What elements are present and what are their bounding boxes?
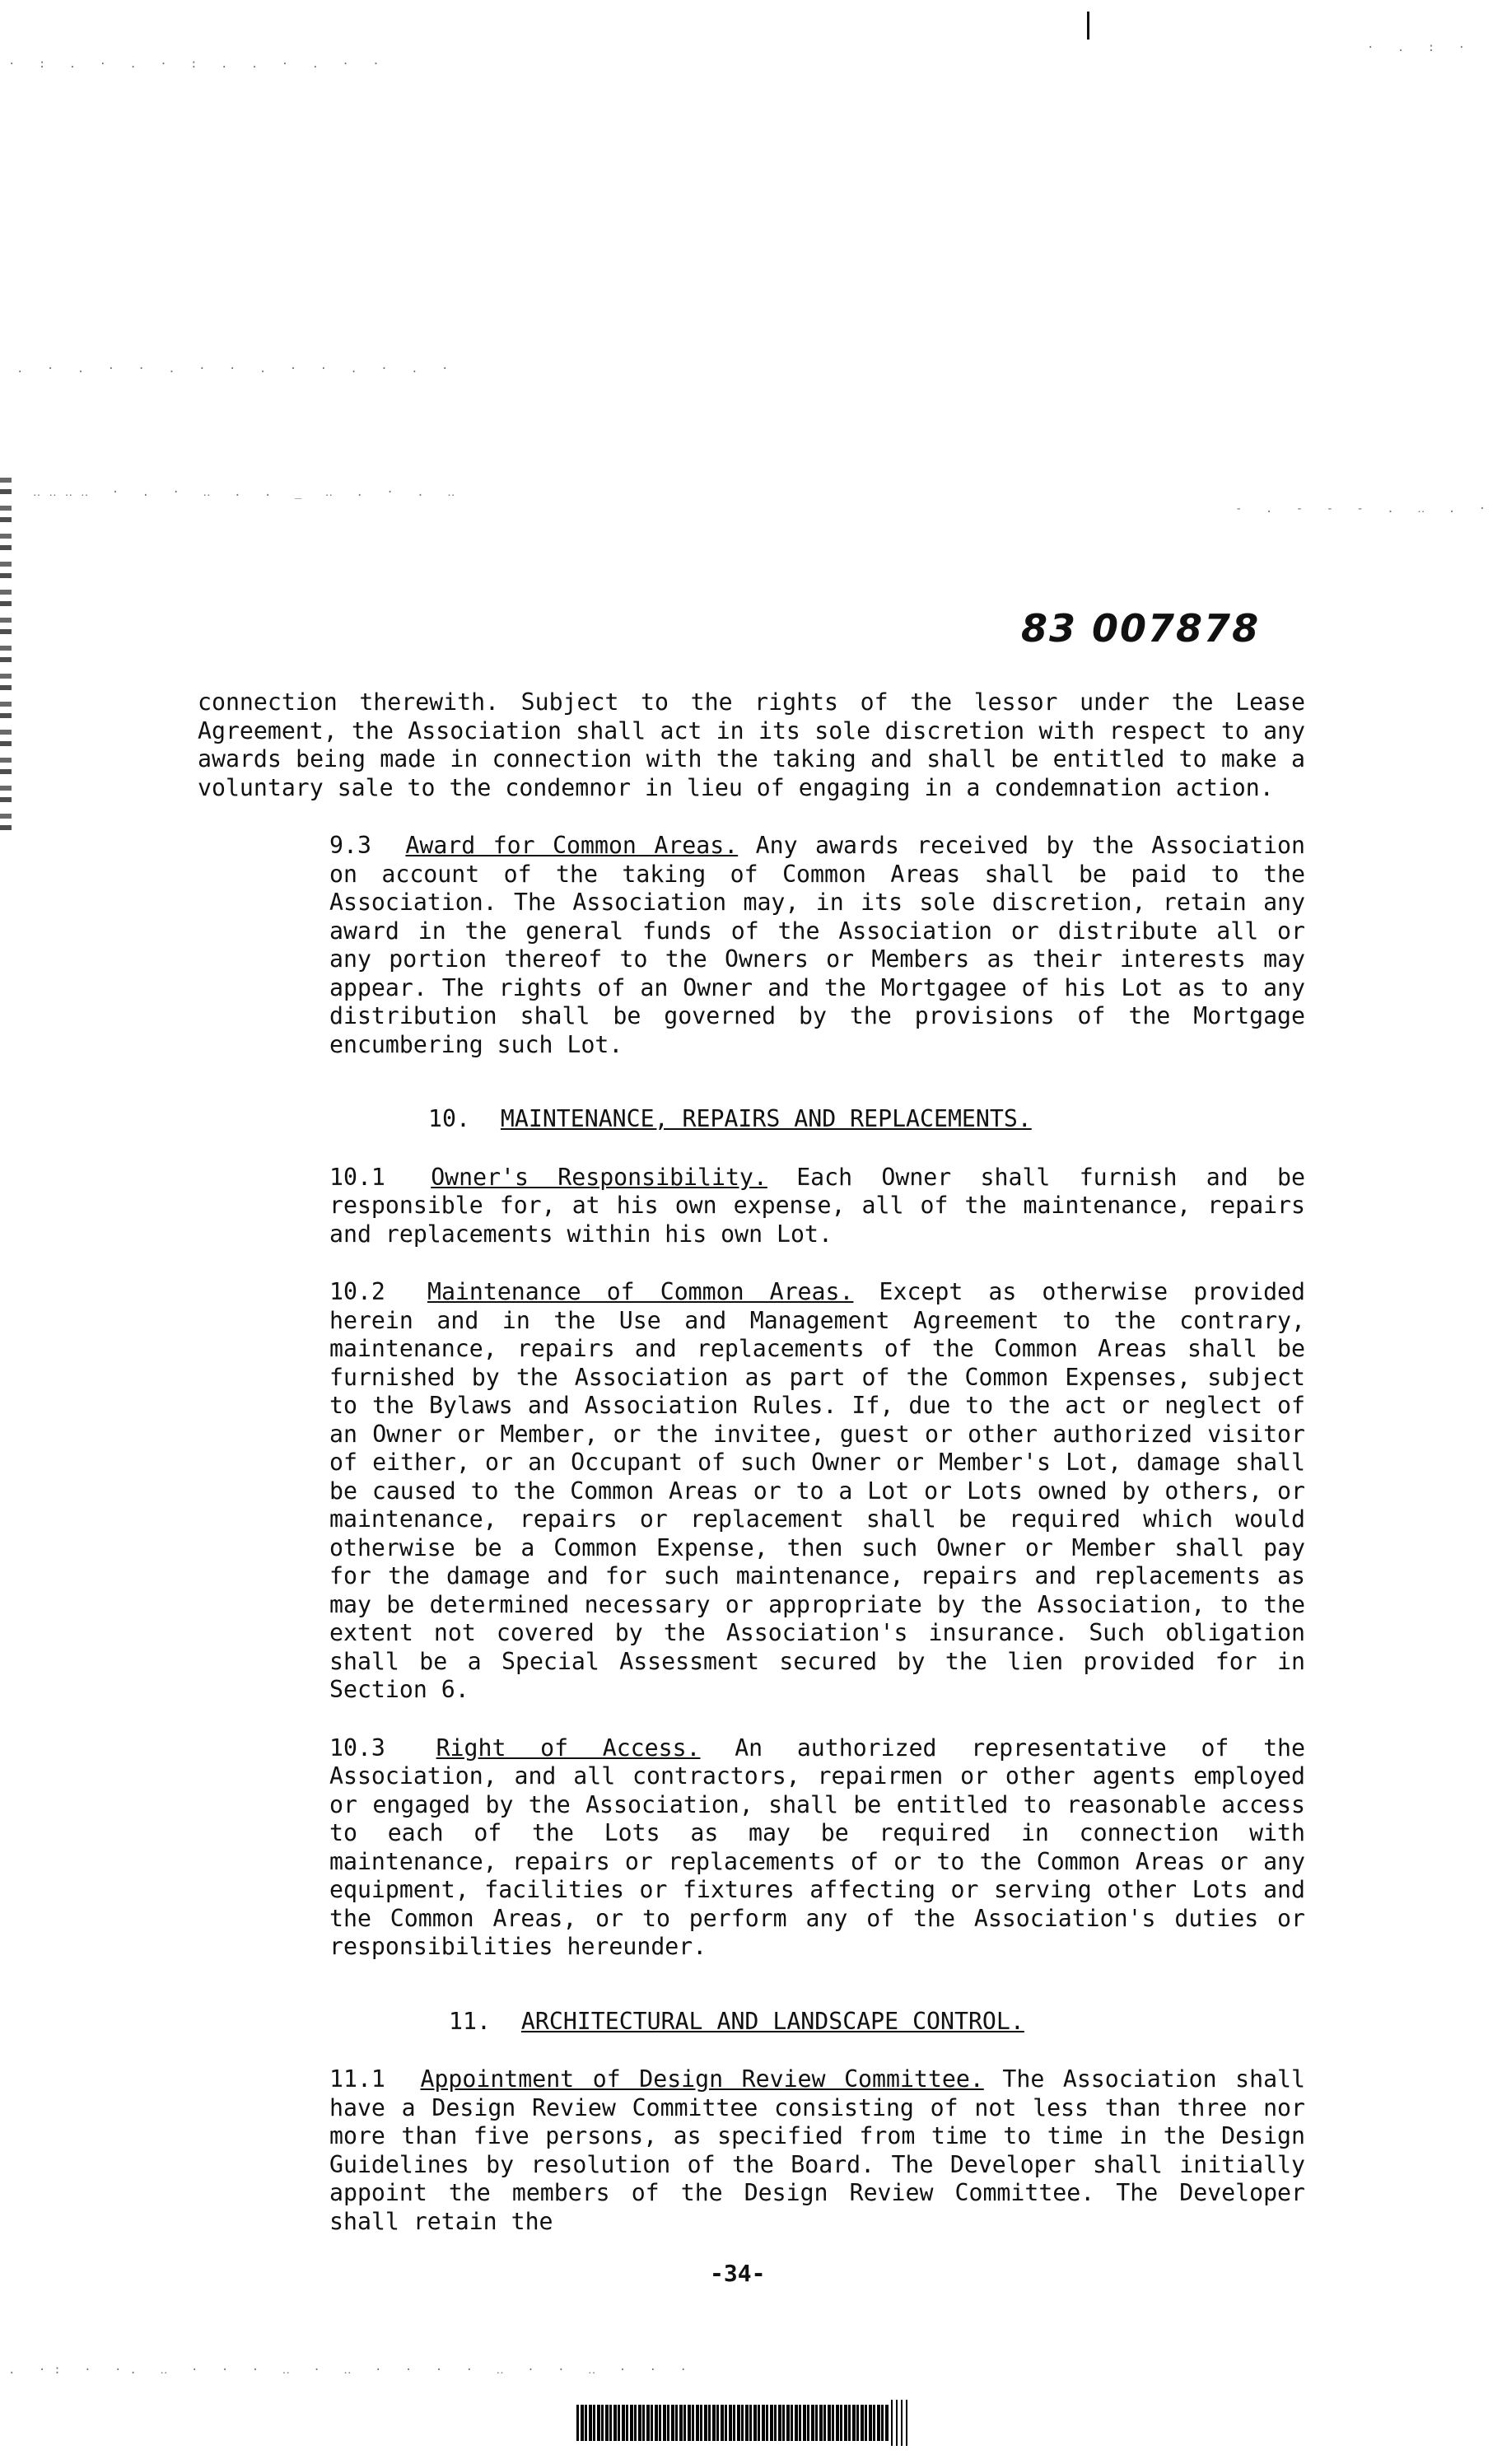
- section-title: Maintenance of Common Areas.: [427, 1278, 854, 1305]
- scan-noise: · . : ·: [1367, 41, 1474, 54]
- section-number: 10.1: [329, 1163, 385, 1191]
- continuation-paragraph: connection therewith. Subject to the rights of the lessor under the Lease Agreement, the Association shall act in its sole discretion with respect to any awards being made in connection with the taking and shall be entitled to make a voluntary sale to the condemnor in lieu of engaging in a condemnation action.: [198, 688, 1305, 801]
- section-body: Any awards received by the Association on account of the taking of Common Areas shall be paid to the Association. The Association may, in its sole discretion, retain any award in the general funds of the Association or distribute all or any portion thereof to the Owners or Members as their interests may appear. The rights of an Owner and the Mortgagee of his Lot as to any distribution shall be governed by the provisions of the Mortgage encumbering such Lot.: [329, 832, 1305, 1058]
- page-number: -34-: [710, 2260, 766, 2287]
- scan-noise: ‥‥‥‥ · . · ‥ . . _ ‥ . · . ‥: [33, 486, 464, 499]
- barcode: [576, 2405, 889, 2441]
- scan-mark: [1087, 12, 1089, 40]
- section-title: Award for Common Areas.: [405, 832, 739, 859]
- document-body: [198, 688, 1305, 2236]
- section-11-heading: [198, 2008, 1305, 2037]
- section-number: 10.2: [329, 1278, 385, 1305]
- scan-noise: . · . · · . · · . · · . · . ·: [16, 362, 457, 376]
- section-body: The Association shall have a Design Review Committee consisting of not less than three nor more than five persons, as specified from time to time in the Design Guidelines by resolution of the Board. The Developer shall initially appoint the members of the Design Review Committee. The Developer shall retain the: [329, 2065, 1305, 2235]
- section-number: 9.3: [329, 832, 371, 859]
- scan-edge-artifact: [0, 478, 12, 840]
- section-number: 10.: [428, 1105, 470, 1132]
- section-title: Owner's Responsibility.: [431, 1163, 767, 1191]
- section-number: 11.: [449, 2007, 491, 2035]
- section-10-2: [198, 1278, 1305, 1705]
- section-number: 10.3: [329, 1734, 385, 1762]
- scan-noise: . ·: · ·. ‥ · · · ‥ · ‥ · · · · ‥ · · ‥ · · ·: [8, 2364, 695, 2377]
- section-10-3: [198, 1734, 1305, 1962]
- section-10-1: [198, 1164, 1305, 1249]
- section-body: Each Owner shall furnish and be responsible for, at his own expense, all of the maintenance, repairs and replacements within his own Lot.: [329, 1163, 1305, 1248]
- section-title: MAINTENANCE, REPAIRS AND REPLACEMENTS.: [500, 1105, 1032, 1132]
- section-title: ARCHITECTURAL AND LANDSCAPE CONTROL.: [520, 2007, 1024, 2035]
- scan-noise: - . - - - . ‥ . ·: [1235, 502, 1495, 516]
- section-9-3: [198, 832, 1305, 1059]
- section-title: Right of Access.: [436, 1734, 701, 1762]
- section-11-1: [198, 2065, 1305, 2236]
- barcode-end: [891, 2400, 909, 2446]
- section-10-heading: [198, 1105, 1305, 1134]
- recording-number: 83 007878: [1021, 606, 1261, 651]
- section-body: An authorized representative of the Association, and all contractors, repairmen or other agents employed or engaged by the Association, shall be entitled to reasonable access to each of the Lots as may be required in connection with maintenance, repairs or replacements of or to the Common Areas or any equipment, facilities or fixtures affecting or serving other Lots and the Common Areas, or to perform any of the Association's duties or responsibilities hereunder.: [329, 1734, 1305, 1960]
- section-title: Appointment of Design Review Committee.: [420, 2065, 984, 2093]
- scan-noise: · : . · . · : . . · . · ·: [8, 58, 388, 71]
- section-number: 11.1: [329, 2065, 385, 2093]
- section-body: Except as otherwise provided herein and in the Use and Management Agreement to the contrary, maintenance, repairs and replacements of the Common Areas shall be furnished by the Association as part of the Common Expenses, subject to the Bylaws and Association Rules. If, due to the act or neglect of an Owner or Member, or the invitee, guest or other authorized visitor of either, or an Occupant of such Owner or Member's Lot, damage shall be caused to the Common Areas or to a Lot or Lots owned by others, or maintenance, repairs or replacement shall be required which would otherwise be a Common Expense, then such Owner or Member shall pay for the damage and for such maintenance, repairs and replacements as may be determined necessary or appropriate by the Association, to the extent not covered by the Association's insurance. Such obligation shall be a Special Assessment secured by the lien provided for in Section 6.: [329, 1278, 1305, 1703]
